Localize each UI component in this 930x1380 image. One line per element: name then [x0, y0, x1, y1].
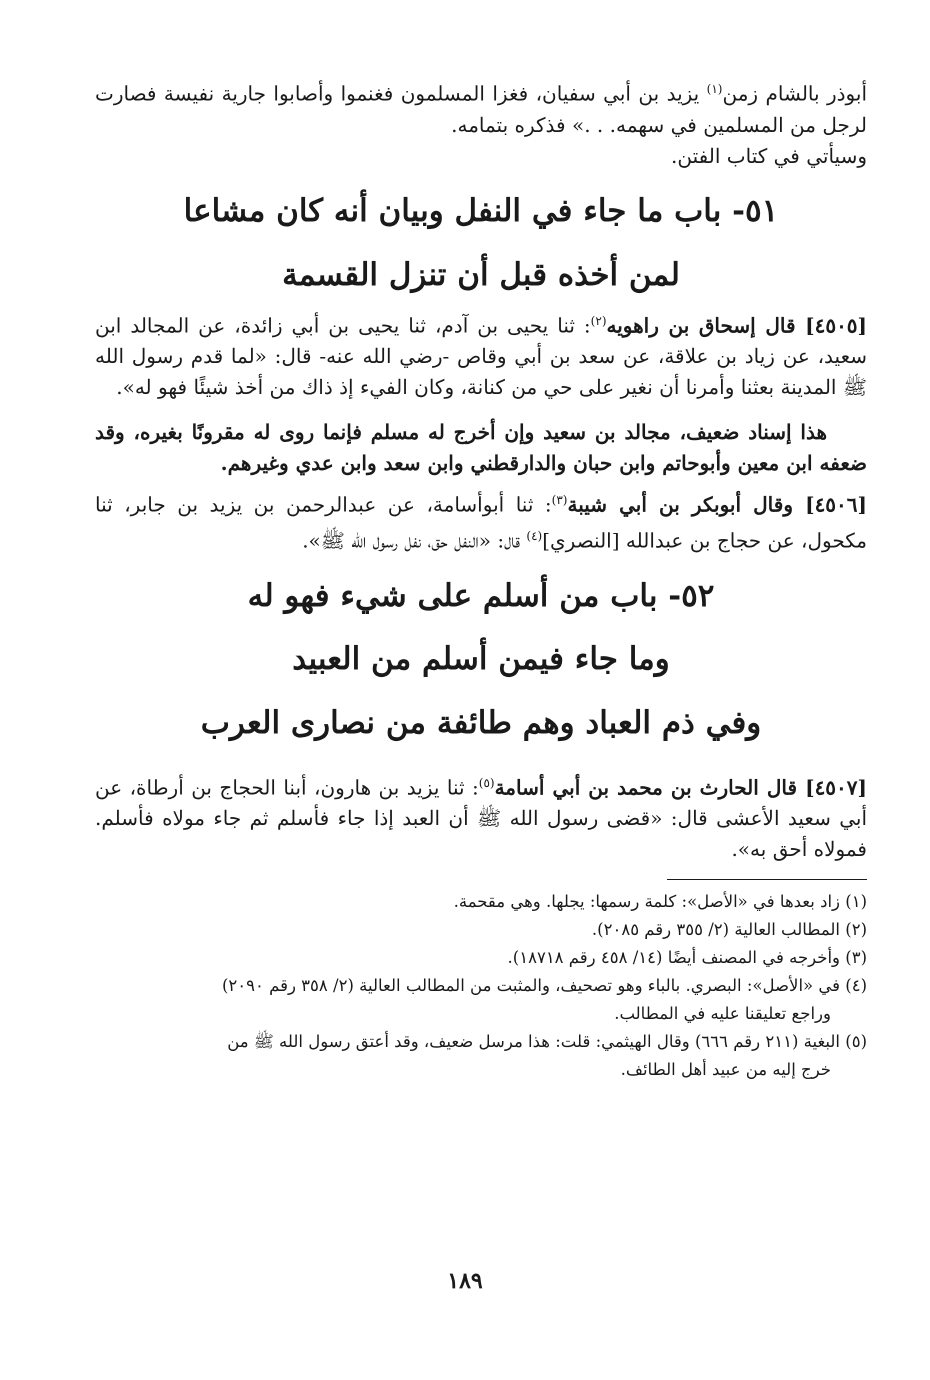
chapter-52-title: ٥٢- باب من أسلم على شيء فهو له [247, 577, 715, 614]
chapter-52-subtitle-2: وفي ذم العباد وهم طائفة من نصارى العرب [200, 705, 762, 742]
footnote-3: (٣) وأخرجه في المصنف أيضًا (١٤/ ٤٥٨ رقم ١٨٧١٨). [507, 948, 867, 968]
footnote-5: (٥) البغية (٢١١ رقم ٦٦٦) وقال الهيثمي: قلت: هذا مرسل ضعيف، وقد أعتق رسول الله ﷺ من خرج إليه من عبيد أهل الطائف. [227, 1032, 867, 1080]
page-number: ١٨٩ [447, 1268, 483, 1294]
hadith-4505-lead: [٤٥٠٥] قال إسحاق بن راهويه [606, 313, 868, 338]
hadith-4507-lead: [٤٥٠٧] قال الحارث بن محمد بن أبي أسامة [494, 775, 867, 800]
chapter-52-heading [95, 577, 867, 742]
hadith-4506: [٤٥٠٦] وقال أبوبكر بن أبي شيبة$^{(٣)}$: ثنا أبوأسامة، عن عبدالرحمن بن يزيد بن جابر، ثنا مكحول، عن حجاج بن عبدالله [النصري]$^{(٤)}$ قال: «النفل حق، نفل رسول الله ﷺ». [95, 492, 867, 553]
footnote-ref-4: (٤) [526, 528, 543, 543]
footnote-ref-2: (٢) [590, 313, 607, 328]
hadith-4506-lead: [٤٥٠٦] وقال أبوبكر بن أبي شيبة [567, 492, 867, 517]
footnote-1: (١) زاد بعدها في «الأصل»: كلمة رسمها: يجلها. وهي مقحمة. [453, 892, 867, 912]
comment-4505: هذا إسناد ضعيف، مجالد بن سعيد وإن أخرج له مسلم فإنما روى له مقرونًا بغيره، وقد ضعفه ابن معين وأبوحاتم وابن حبان والدارقطني وابن سعد وابن عدي وغيرهم. [95, 420, 867, 476]
footnote-ref-5: (٥) [478, 775, 495, 790]
intro-paragraph: أبوذر بالشام زمن$^{(١)}$ يزيد بن أبي سفيان، فغزا المسلمون فغنموا وأصابوا جارية نفيسة فصارت لرجل من المسلمين في سهمه. . .» فذكره بتمامه. [95, 81, 868, 137]
footnote-divider [667, 879, 867, 880]
footnote-4: (٤) في «الأصل»: البصري. بالباء وهو تصحيف، والمثبت من المطالب العالية (٢/ ٣٥٨ رقم ٢٠٩٠) وراجع تعليقنا عليه في المطالب. [221, 976, 867, 1024]
chapter-51-subtitle: لمن أخذه قبل أن تنزل القسمة [282, 256, 680, 293]
hadith-4505: [٤٥٠٥] قال إسحاق بن راهويه$^{(٢)}$: ثنا يحيى بن آدم، ثنا يحيى بن أبي زائدة، عن المجالد ابن سعيد، عن زياد بن علاقة، عن سعد بن أبي وقاص -رضي الله عنه- قال: «لما قدم رسول الله ﷺ المدينة بعثنا وأمرنا أن نغير على حي من كنانة، وكان الفيء إذ ذاك من أخذ شيئًا فهو له». [95, 313, 868, 400]
footnote-ref-1: (١) [706, 82, 723, 96]
intro-see-also: وسيأتي في كتاب الفتن. [671, 143, 867, 168]
hadith-4507: [٤٥٠٧] قال الحارث بن محمد بن أبي أسامة$^{(٥)}$: ثنا يزيد بن هارون، أبنا الحجاج بن أرطاة، عن أبي سعيد الأعشى قال: «قضى رسول الله ﷺ أن العبد إذا جاء فأسلم ثم جاء مولاه فأسلم. فمولاه أحق به». [95, 775, 867, 862]
footnotes [95, 888, 867, 1084]
footnote-2: (٢) المطالب العالية (٢/ ٣٥٥ رقم ٢٠٨٥). [591, 920, 867, 940]
chapter-51-title: ٥١- باب ما جاء في النفل وبيان أنه كان مشاعا [183, 192, 779, 229]
footnote-ref-3: (٣) [551, 493, 568, 508]
page-content [95, 74, 867, 1084]
chapter-52-subtitle-1: وما جاء فيمن أسلم من العبيد [292, 641, 670, 678]
